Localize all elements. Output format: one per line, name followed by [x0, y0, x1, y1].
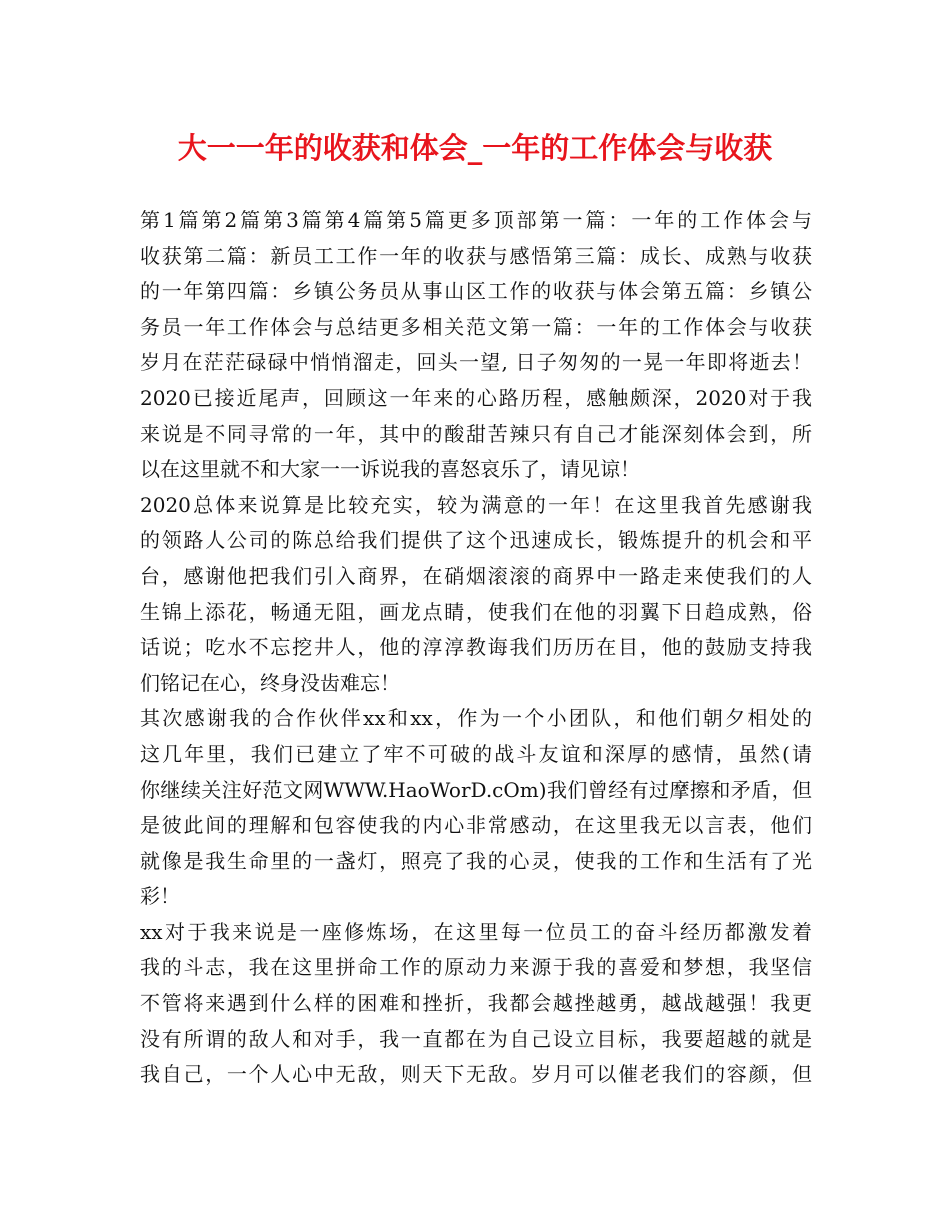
body-line: 不管将来遇到什么样的困难和挫折，我都会越挫越勇，越战越强！我更: [140, 991, 812, 1016]
body-line: 第1篇第2篇第3篇第4篇第5篇更多顶部第一篇：一年的工作体会与: [140, 208, 812, 232]
body-line: 生锦上添花，畅通无阻，画龙点睛，使我们在他的羽翼下日趋成熟，俗: [140, 599, 812, 624]
body-line: 2020已接近尾声，回顾这一年来的心路历程，感触颇深，2020对于我: [140, 385, 812, 410]
body-line: 是彼此间的理解和包容使我的内心非常感动，在这里我无以言表，他们: [140, 813, 812, 838]
body-line: 的领路人公司的陈总给我们提供了这个迅速成长，锻炼提升的机会和平: [140, 528, 812, 553]
body-line: 们铭记在心，终身没齿难忘！: [140, 670, 400, 695]
body-line: 没有所谓的敌人和对手，我一直都在为自己设立目标，我要超越的就是: [140, 1026, 812, 1051]
body-line: 话说；吃水不忘挖井人，他的淳淳教诲我们历历在目，他的鼓励支持我: [140, 635, 812, 660]
body-line: 我的斗志，我在这里拼命工作的原动力来源于我的喜爱和梦想，我坚信: [140, 955, 812, 980]
body-line: 岁月在茫茫碌碌中悄悄溜走，回头一望, 日子匆匆的一晃一年即将逝去！: [140, 350, 812, 375]
body-line: 2020总体来说算是比较充实，较为满意的一年！在这里我首先感谢我: [140, 492, 812, 517]
document-body: [140, 203, 812, 1093]
body-line: 这几年里，我们已建立了牢不可破的战斗友谊和深厚的感情，虽然(请: [140, 741, 812, 766]
body-line: 你继续关注好范文网WWW.HaoWorD.cOm)我们曾经有过摩擦和矛盾，但: [140, 777, 812, 802]
body-line: 以在这里就不和大家一一诉说我的喜怒哀乐了，请见谅！: [140, 457, 640, 482]
body-line: 务员一年工作体会与总结更多相关范文第一篇：一年的工作体会与收获: [140, 314, 812, 339]
body-line: 的一年第四篇：乡镇公务员从事山区工作的收获与体会第五篇：乡镇公: [140, 279, 812, 304]
body-line: 收获第二篇：新员工工作一年的收获与感悟第三篇：成长、成熟与收获: [140, 243, 812, 268]
body-line: 我自己，一个人心中无敌，则天下无敌。岁月可以催老我们的容颜，但: [140, 1062, 812, 1087]
body-line: 就像是我生命里的一盏灯，照亮了我的心灵，使我的工作和生活有了光: [140, 848, 812, 873]
body-line: 其次感谢我的合作伙伴xx和xx，作为一个小团队，和他们朝夕相处的: [140, 706, 812, 731]
body-line: 彩！: [140, 884, 180, 909]
body-line: xx对于我来说是一座修炼场，在这里每一位员工的奋斗经历都激发着: [140, 919, 812, 944]
document-title: 大一一年的收获和体会_一年的工作体会与收获: [177, 131, 773, 165]
body-line: 台，感谢他把我们引入商界，在硝烟滚滚的商界中一路走来使我们的人: [140, 563, 812, 588]
body-line: 来说是不同寻常的一年，其中的酸甜苦辣只有自己才能深刻体会到，所: [140, 421, 812, 446]
